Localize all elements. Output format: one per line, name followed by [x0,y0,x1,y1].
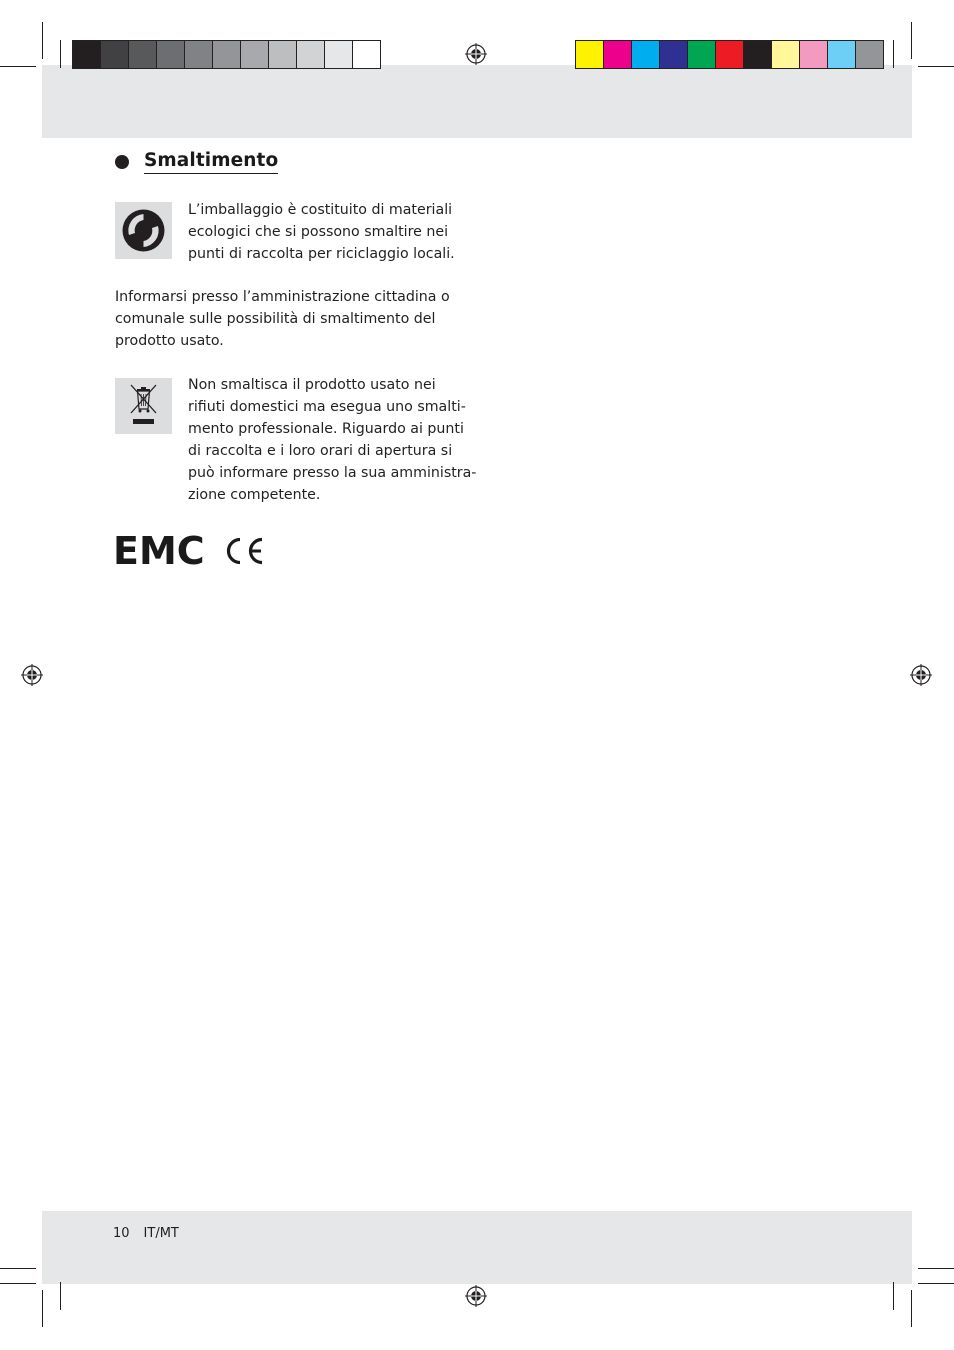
grayscale-bar [72,40,380,69]
packaging-paragraph [188,199,455,265]
color-swatch [771,40,800,69]
section-title: Smaltimento [144,150,278,174]
registration-mark-icon [21,664,43,686]
text-line: mento professionale. Riguardo ai punti [188,421,464,437]
color-bar [575,40,883,69]
color-swatch [799,40,828,69]
green-dot-recycle-icon [115,202,172,259]
gray-swatch [156,40,185,69]
color-swatch [575,40,604,69]
inform-paragraph [115,286,450,352]
gray-swatch [128,40,157,69]
text-line: comunale sulle possibilità di smaltimento del [115,311,436,327]
crossed-out-bin-icon [115,378,172,434]
footer-band [42,1211,912,1284]
text-line: Informarsi presso l’amministrazione cittadina o [115,289,450,305]
gray-swatch [100,40,129,69]
color-swatch [659,40,688,69]
gray-swatch [296,40,325,69]
gray-swatch [352,40,381,69]
color-swatch [631,40,660,69]
color-swatch [687,40,716,69]
emc-mark: EMC [113,529,205,573]
recycle-icon-box [115,202,172,259]
color-swatch [603,40,632,69]
color-swatch [827,40,856,69]
weee-icon-box [115,378,172,434]
registration-mark-icon [465,1285,487,1307]
text-line: prodotto usato. [115,333,224,349]
text-line: zione competente. [188,487,321,503]
ce-mark [222,536,266,566]
text-line: di raccolta e i loro orari di apertura si [188,443,453,459]
text-line: può informare presso la sua amministra- [188,465,477,481]
color-swatch [855,40,884,69]
page-footer [113,1226,193,1241]
color-swatch [743,40,772,69]
gray-swatch [72,40,101,69]
page-number: 10 [113,1226,130,1241]
text-line: rifiuti domestici ma esegua uno smalti- [188,399,466,415]
registration-mark-icon [465,43,487,65]
text-line: Non smaltisca il prodotto usato nei [188,377,436,393]
text-line: ecologici che si possono smaltire nei [188,224,449,240]
gray-swatch [240,40,269,69]
gray-swatch [324,40,353,69]
bullet-icon [115,155,129,169]
header-band [42,65,912,138]
language-code: IT/MT [143,1226,179,1241]
gray-swatch [212,40,241,69]
registration-mark-icon [910,664,932,686]
disposal-paragraph [188,374,476,506]
text-line: L’imballaggio è costituito di materiali [188,202,453,218]
gray-swatch [184,40,213,69]
color-swatch [715,40,744,69]
text-line: punti di raccolta per riciclaggio locali. [188,246,455,262]
gray-swatch [268,40,297,69]
section-header [115,150,278,174]
